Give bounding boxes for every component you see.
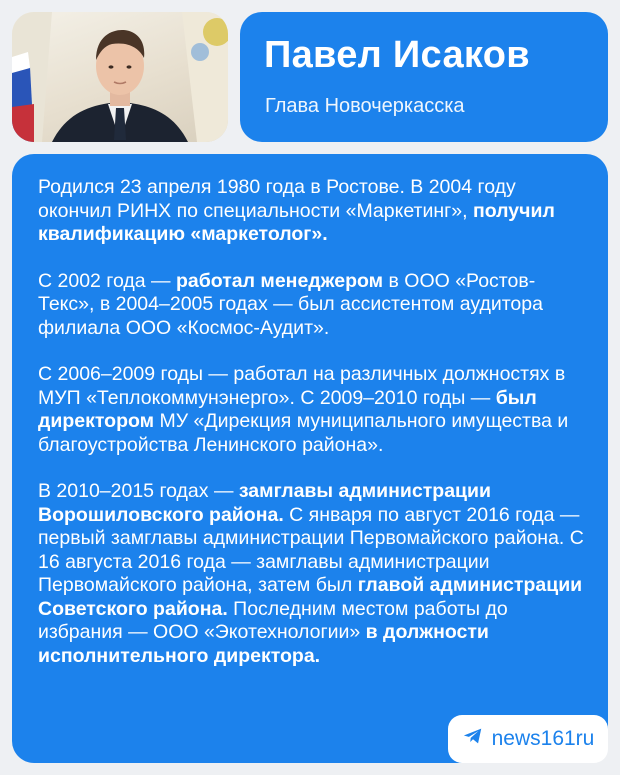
- portrait-photo: [12, 12, 228, 142]
- bio-highlight: получил квалификацию «маркетолог».: [38, 199, 555, 245]
- bio-highlight: был директором: [38, 386, 537, 432]
- news161-telegram-link[interactable]: [448, 715, 608, 763]
- header-card: [240, 12, 608, 142]
- bio-text: МУ «Дирекция муниципального имущества и благоустройства Ленинского района».: [38, 410, 569, 456]
- bio-paragraph: [38, 480, 584, 668]
- bio-text: в ООО «Ростов-Текс», в 2004–2005 годах — был ассистентом аудитора филиала ООО «Космос-Аудит».: [38, 269, 543, 339]
- bio-text: В 2010–2015 годах —: [38, 480, 239, 502]
- bio-paragraph: [38, 270, 584, 341]
- bio-highlight: главой администрации Советского района.: [38, 574, 583, 620]
- person-name: Павел Исаков: [264, 34, 530, 76]
- bio-text: Родился 23 апреля 1980 года в Ростове. В 2004 году окончил РИНХ по специальности «Маркетинг»,: [38, 176, 516, 222]
- person-role: Глава Новочеркасска: [265, 95, 465, 117]
- badge-label: news161ru: [491, 727, 595, 750]
- bio-text: Последним местом работы до избрания — ООО «Экотехнологии»: [38, 597, 508, 643]
- bio-highlight: замглавы администрации Ворошиловского района.: [38, 480, 492, 526]
- telegram-icon: [462, 725, 484, 753]
- bio-paragraph: [38, 176, 584, 247]
- bio-text: С 2002 года —: [38, 269, 176, 292]
- bio-text: С января по август 2016 года — первый замглавы администрации Первомайского района. С 16 августа 2016 года — замглавы администрации Первомайского района, затем был: [38, 503, 584, 596]
- bio-highlight: в должности исполнительного директора.: [38, 621, 489, 667]
- bio-text: С 2006–2009 годы — работал на различных должностях в МУП «Теплокоммунэнерго». С 2009–2010 годы —: [38, 363, 566, 409]
- bio-highlight: работал менеджером: [175, 269, 384, 292]
- biography-card: [12, 154, 608, 763]
- bio-paragraph: [38, 363, 584, 457]
